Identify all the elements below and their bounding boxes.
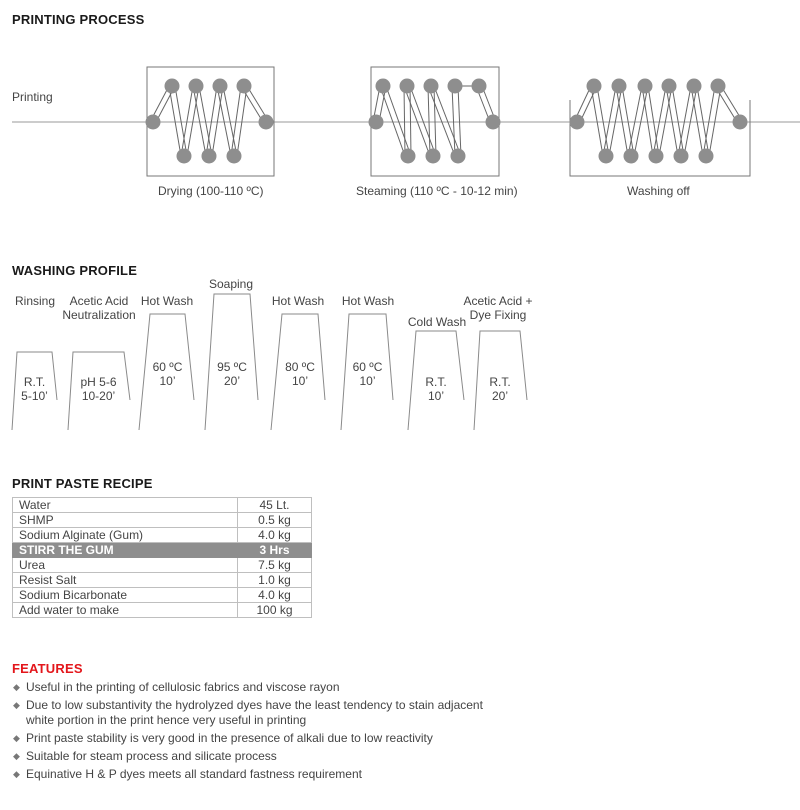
wash-step-name: Rinsing xyxy=(14,294,56,308)
feature-item xyxy=(12,731,792,746)
feature-item xyxy=(12,767,792,782)
recipe-row xyxy=(13,498,312,513)
recipe-heading: PRINT PASTE RECIPE xyxy=(12,476,153,491)
feature-item xyxy=(12,680,792,695)
features-heading: FEATURES xyxy=(12,661,83,676)
feature-text: Print paste stability is very good in the presence of alkali due to low reactivity xyxy=(26,731,433,745)
feature-text: Due to low substantivity the hydrolyzed dyes have the least tendency to stain adjacent white portion in the print hence very useful in printing xyxy=(26,698,483,727)
recipe-row-highlight xyxy=(13,543,312,558)
stage-label-washing: Washing off xyxy=(627,184,690,198)
printing-input-label: Printing xyxy=(12,90,53,104)
printing-process-heading: PRINTING PROCESS xyxy=(12,12,145,27)
feature-text: Useful in the printing of cellulosic fabrics and viscose rayon xyxy=(26,680,340,694)
recipe-item: Sodium Bicarbonate xyxy=(13,588,238,603)
wash-step-condition: pH 5-6 xyxy=(80,375,117,389)
recipe-item: Resist Salt xyxy=(13,573,238,588)
wash-step-conditions xyxy=(59,375,139,403)
recipe-item: STIRR THE GUM xyxy=(13,543,238,558)
recipe-row xyxy=(13,603,312,618)
recipe-item: SHMP xyxy=(13,513,238,528)
recipe-quantity: 1.0 kg xyxy=(238,573,312,588)
wash-step-name: Hot Wash xyxy=(140,294,194,308)
wash-step-duration: 10’ xyxy=(159,374,176,388)
wash-step-duration: 10’ xyxy=(359,374,376,388)
wash-step-name: Cold Wash xyxy=(407,315,467,329)
diamond-bullet-icon: ◆ xyxy=(13,751,20,761)
diamond-bullet-icon: ◆ xyxy=(13,769,20,779)
recipe-row xyxy=(13,573,312,588)
wash-step-condition: R.T. xyxy=(425,375,447,389)
wash-step-condition: 60 ºC xyxy=(352,360,383,374)
wash-step-condition: R.T. xyxy=(23,375,46,389)
wash-step-duration: 20’ xyxy=(491,389,508,403)
feature-item xyxy=(12,698,792,728)
recipe-quantity: 0.5 kg xyxy=(238,513,312,528)
feature-text: Suitable for steam process and silicate process xyxy=(26,749,277,763)
feature-text: Equinative H & P dyes meets all standard fastness requirement xyxy=(26,767,362,781)
recipe-row xyxy=(13,513,312,528)
diamond-bullet-icon: ◆ xyxy=(13,682,20,692)
wash-step-name: Hot Wash xyxy=(271,294,325,308)
recipe-quantity: 45 Lt. xyxy=(238,498,312,513)
recipe-item: Water xyxy=(13,498,238,513)
wash-step-name: Soaping xyxy=(208,277,254,291)
diamond-bullet-icon: ◆ xyxy=(13,733,20,743)
feature-item xyxy=(12,749,792,764)
wash-step-name: Acetic Acid + Dye Fixing xyxy=(463,294,533,322)
features-list xyxy=(12,680,792,785)
recipe-quantity: 4.0 kg xyxy=(238,528,312,543)
wash-step-duration: 10’ xyxy=(291,374,308,388)
wash-step-duration: 10-20’ xyxy=(81,389,116,403)
recipe-quantity: 4.0 kg xyxy=(238,588,312,603)
recipe-quantity: 3 Hrs xyxy=(238,543,312,558)
wash-step-duration: 5-10’ xyxy=(21,389,48,403)
recipe-row xyxy=(13,558,312,573)
recipe-item: Sodium Alginate (Gum) xyxy=(13,528,238,543)
wash-step-condition: 80 ºC xyxy=(285,360,315,374)
diamond-bullet-icon: ◆ xyxy=(13,700,20,710)
wash-step-conditions xyxy=(460,375,540,403)
recipe-row xyxy=(13,588,312,603)
recipe-quantity: 100 kg xyxy=(238,603,312,618)
washing-profile-heading: WASHING PROFILE xyxy=(12,263,138,278)
wash-step-condition: 60 ºC xyxy=(152,360,183,374)
wash-step-duration: 10’ xyxy=(427,389,444,403)
wash-step-duration: 20’ xyxy=(223,374,240,388)
wash-step-condition: 95 ºC xyxy=(217,360,247,374)
stage-label-steaming: Steaming (110 ºC - 10-12 min) xyxy=(356,184,518,198)
stage-label-drying: Drying (100-110 ºC) xyxy=(158,184,264,198)
recipe-row xyxy=(13,528,312,543)
recipe-item: Urea xyxy=(13,558,238,573)
recipe-item: Add water to make xyxy=(13,603,238,618)
recipe-quantity: 7.5 kg xyxy=(238,558,312,573)
recipe-table xyxy=(12,497,312,618)
wash-step-name: Acetic Acid Neutralization xyxy=(62,294,136,322)
wash-step-name: Hot Wash xyxy=(341,294,395,308)
wash-step-condition: R.T. xyxy=(489,375,511,389)
